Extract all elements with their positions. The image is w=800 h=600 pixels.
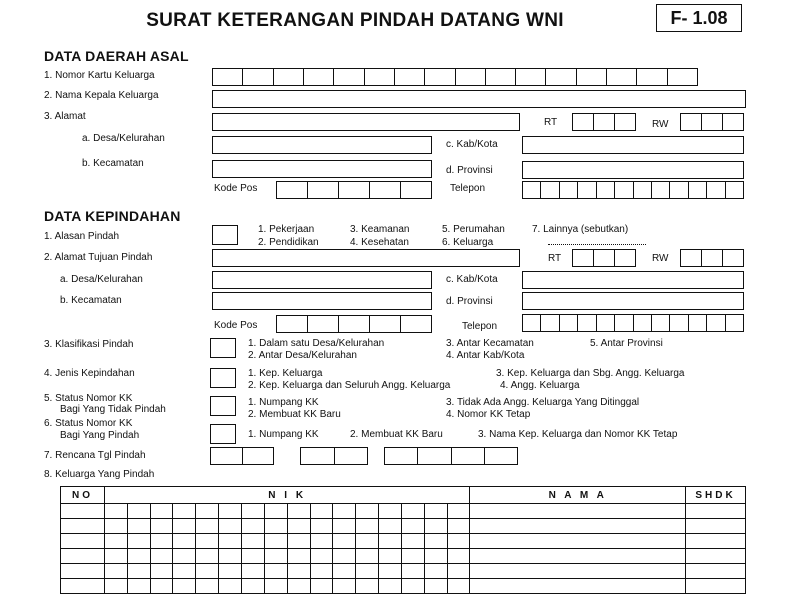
field-telepon-tujuan[interactable] (522, 314, 744, 332)
cell-no[interactable] (61, 549, 105, 564)
option-klasifikasi: 3. Antar Kecamatan (446, 338, 534, 349)
cell-shdk[interactable] (686, 534, 746, 549)
field-rt-tujuan[interactable] (572, 249, 636, 267)
field-status-kk-tidak-pindah[interactable] (210, 396, 236, 416)
option-alasan: 2. Pendidikan (258, 237, 319, 248)
label-rw-tujuan: RW (652, 253, 669, 264)
label-rencana-tgl: 7. Rencana Tgl Pindah (44, 450, 146, 461)
field-rt-asal[interactable] (572, 113, 636, 131)
label-kab-asal: c. Kab/Kota (446, 139, 498, 150)
cell-no[interactable] (61, 504, 105, 519)
field-alamat[interactable] (212, 113, 520, 131)
field-alasan-pindah[interactable] (212, 225, 238, 245)
cell-nama[interactable] (470, 534, 686, 549)
option-status5: 3. Tidak Ada Angg. Keluarga Yang Ditinggal (446, 397, 640, 408)
field-desa-asal[interactable] (212, 136, 432, 154)
table-row (61, 549, 746, 564)
table-row (61, 504, 746, 519)
col-no: NO (61, 487, 105, 504)
option-status6: 3. Nama Kep. Keluarga dan Nomor KK Tetap (478, 429, 678, 440)
option-jenis: 3. Kep. Keluarga dan Sbg. Angg. Keluarga (496, 368, 685, 379)
label-alamat: 3. Alamat (44, 111, 86, 122)
field-status-kk-pindah[interactable] (210, 424, 236, 444)
cell-nama[interactable] (470, 564, 686, 579)
field-telepon-asal[interactable] (522, 181, 744, 199)
cell-nama[interactable] (470, 549, 686, 564)
col-shdk: SHDK (686, 487, 746, 504)
field-tgl-hari[interactable] (210, 447, 274, 465)
table-row (61, 564, 746, 579)
field-kecamatan-asal[interactable] (212, 160, 432, 178)
cell-no[interactable] (61, 564, 105, 579)
label-desa-asal: a. Desa/Kelurahan (82, 133, 165, 144)
field-desa-tujuan[interactable] (212, 271, 432, 289)
lainnya-dotted-line[interactable] (548, 243, 646, 245)
col-nik: N I K (104, 487, 469, 504)
field-jenis-kepindahan[interactable] (210, 368, 236, 388)
cell-nik[interactable] (104, 579, 469, 594)
option-status5: 4. Nomor KK Tetap (446, 409, 531, 420)
label-status-kk-pindah-sub: Bagi Yang Pindah (60, 430, 140, 441)
label-telepon-asal: Telepon (450, 183, 486, 194)
option-klasifikasi: 5. Antar Provinsi (590, 338, 663, 349)
col-nama: N A M A (470, 487, 686, 504)
field-rw-asal[interactable] (680, 113, 744, 131)
label-kodepos-asal: Kode Pos (214, 183, 258, 194)
cell-nik[interactable] (104, 564, 469, 579)
option-jenis: 1. Kep. Keluarga (248, 368, 323, 379)
label-nomor-kk: 1. Nomor Kartu Keluarga (44, 70, 155, 81)
option-status6: 1. Numpang KK (248, 429, 319, 440)
cell-nama[interactable] (470, 504, 686, 519)
cell-no[interactable] (61, 579, 105, 594)
field-kecamatan-tujuan[interactable] (212, 292, 432, 310)
field-kab-asal[interactable] (522, 136, 744, 154)
option-jenis: 2. Kep. Keluarga dan Seluruh Angg. Keluarga (248, 380, 451, 391)
cell-shdk[interactable] (686, 564, 746, 579)
label-kecamatan-tujuan: b. Kecamatan (60, 295, 122, 306)
label-alasan-pindah: 1. Alasan Pindah (44, 231, 120, 242)
label-telepon-tujuan: Telepon (462, 321, 498, 332)
label-provinsi-asal: d. Provinsi (446, 165, 493, 176)
label-rt-tujuan: RT (548, 253, 562, 264)
field-kodepos-asal[interactable] (276, 181, 432, 199)
field-tgl-tahun[interactable] (384, 447, 518, 465)
option-status5: 1. Numpang KK (248, 397, 319, 408)
cell-nik[interactable] (104, 519, 469, 534)
label-status-kk-pindah: 6. Status Nomor KK (44, 418, 133, 429)
option-jenis: 4. Angg. Keluarga (500, 380, 580, 391)
field-rw-tujuan[interactable] (680, 249, 744, 267)
label-alamat-tujuan: 2. Alamat Tujuan Pindah (44, 252, 153, 263)
label-klasifikasi: 3. Klasifikasi Pindah (44, 339, 134, 350)
label-rw-asal: RW (652, 119, 669, 130)
cell-nik[interactable] (104, 549, 469, 564)
label-kodepos-tujuan: Kode Pos (214, 320, 258, 331)
section-asal: DATA DAERAH ASAL (44, 48, 189, 64)
field-provinsi-asal[interactable] (522, 161, 744, 179)
cell-shdk[interactable] (686, 579, 746, 594)
table-row (61, 579, 746, 594)
option-alasan: 1. Pekerjaan (258, 224, 315, 235)
cell-no[interactable] (61, 534, 105, 549)
cell-no[interactable] (61, 519, 105, 534)
label-keluarga-pindah: 8. Keluarga Yang Pindah (44, 469, 155, 480)
field-tgl-bulan[interactable] (300, 447, 368, 465)
option-klasifikasi: 4. Antar Kab/Kota (446, 350, 525, 361)
field-alamat-tujuan[interactable] (212, 249, 520, 267)
option-alasan: 7. Lainnya (sebutkan) (532, 224, 629, 235)
field-kab-tujuan[interactable] (522, 271, 744, 289)
form-code: F- 1.08 (656, 4, 742, 32)
option-klasifikasi: 1. Dalam satu Desa/Kelurahan (248, 338, 385, 349)
field-klasifikasi[interactable] (210, 338, 236, 358)
label-kab-tujuan: c. Kab/Kota (446, 274, 498, 285)
keluarga-pindah-table (60, 486, 746, 594)
cell-nik[interactable] (104, 534, 469, 549)
option-status6: 2. Membuat KK Baru (350, 429, 443, 440)
option-klasifikasi: 2. Antar Desa/Kelurahan (248, 350, 357, 361)
field-kodepos-tujuan[interactable] (276, 315, 432, 333)
cell-shdk[interactable] (686, 504, 746, 519)
label-kecamatan-asal: b. Kecamatan (82, 158, 144, 169)
label-rt-asal: RT (544, 117, 558, 128)
cell-nama[interactable] (470, 579, 686, 594)
cell-shdk[interactable] (686, 519, 746, 534)
cell-nik[interactable] (104, 504, 469, 519)
section-kepindahan: DATA KEPINDAHAN (44, 208, 181, 224)
option-alasan: 5. Perumahan (442, 224, 505, 235)
label-jenis-kepindahan: 4. Jenis Kepindahan (44, 368, 135, 379)
cell-shdk[interactable] (686, 549, 746, 564)
field-nama-kepala[interactable] (212, 90, 746, 108)
field-provinsi-tujuan[interactable] (522, 292, 744, 310)
form-title: SURAT KETERANGAN PINDAH DATANG WNI (146, 10, 564, 31)
table-row (61, 534, 746, 549)
option-alasan: 3. Keamanan (350, 224, 410, 235)
label-status-kk-tidak-pindah: 5. Status Nomor KK (44, 393, 133, 404)
label-nama-kepala: 2. Nama Kepala Keluarga (44, 90, 159, 101)
cell-nama[interactable] (470, 519, 686, 534)
field-nomor-kk[interactable] (212, 68, 698, 86)
label-status-kk-tidak-pindah-sub: Bagi Yang Tidak Pindah (60, 404, 166, 415)
option-status5: 2. Membuat KK Baru (248, 409, 341, 420)
label-desa-tujuan: a. Desa/Kelurahan (60, 274, 143, 285)
table-row (61, 519, 746, 534)
option-alasan: 6. Keluarga (442, 237, 494, 248)
label-provinsi-tujuan: d. Provinsi (446, 296, 493, 307)
option-alasan: 4. Kesehatan (350, 237, 409, 248)
